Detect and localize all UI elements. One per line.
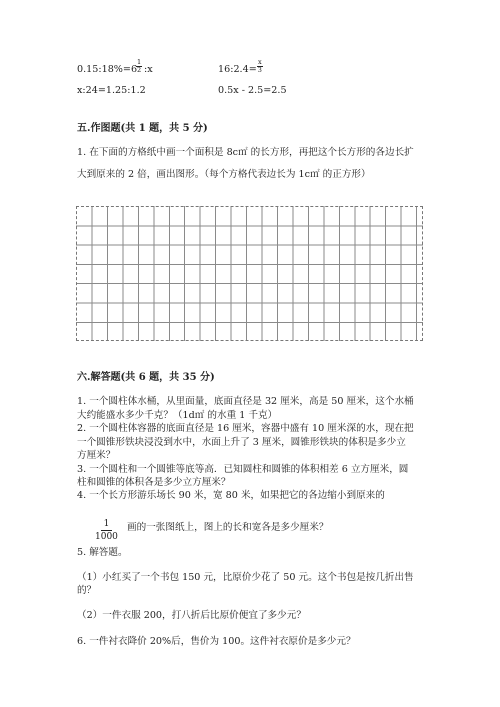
section-6-q1-line1: 1. 一个圆柱体水桶，从里面量，底面直径是 32 厘米，高是 50 厘米，这个水桶 [77,396,414,407]
section-6-q4-fraction-numerator: 1 [101,518,113,531]
section-6-q4-fraction [95,518,118,543]
section-6-q4-fraction-denominator: 1000 [95,532,118,542]
section-6-q2-line3: 方厘米？ [77,450,116,461]
equation-2-fraction-denominator: 3 [257,66,262,74]
equation-4: 0.5x - 2.5=2.5 [218,85,287,96]
section-6-q1-line2: 大约能盛水多少千克？（1d㎡ 的水重 1 千克） [77,410,278,421]
section-6-q4-line2: 画的一张图纸上，图上的长和宽各是多少厘米？ [127,522,329,533]
section-6-q4-line1: 4. 一个长方形游乐场长 90 米，宽 80 米，如果把它的各边缩小到原来的 [77,490,385,501]
section-6-q3-line2: 柱和圆锥的体积各是多少立方厘米？ [77,477,231,488]
section-5-heading: 五.作图题(共 1 题，共 5 分) [77,123,208,134]
equation-2-left: 16:2.4= [218,64,257,75]
equation-1-fraction-denominator: 2 [137,66,142,74]
drawing-grid[interactable] [76,206,423,341]
section-6-heading: 六.解答题(共 6 题，共 35 分) [77,372,215,383]
section-6-q5-1-line1: （1）小红买了一个书包 150 元，比原价少花了 50 元。这个书包是按几折出售 [77,572,414,583]
equation-1-right: :x [144,64,153,75]
section-6-q5-2: （2）一件衣服 200，打八折后比原价便宜了多少元？ [77,610,306,621]
section-6-q2-line1: 2. 一个圆柱体容器的底面直径是 16 厘米，容器中盛有 10 厘米深的水，现在把 [77,423,414,434]
equation-3: x:24=1.25:1.2 [77,85,146,96]
equation-2-fraction [257,59,263,74]
section-6-q2-line2: 一个圆锥形铁块浸没到水中，水面上升了 3 厘米，圆锥形铁块的体积是多少立 [77,437,406,448]
section-6-q5-1-line2: 的？ [77,585,97,596]
section-5-q1-line2: 大到原来的 2 倍，画出图形。（每个方格代表边长为 1c㎡ 的正方形） [77,169,371,180]
section-5-q1-line1: 1. 在下面的方格纸中画一个面积是 8c㎡ 的长方形，再把这个长方形的各边长扩 [77,147,414,158]
section-6-q3-line1: 3. 一个圆柱和一个圆锥等底等高．已知圆柱和圆锥的体积相差 6 立方厘米，圆 [77,464,409,475]
equation-1-fraction [136,59,142,74]
section-6-q6: 6. 一件衬衣降价 20%后，售价为 100。这件衬衣原价是多少元？ [77,636,356,647]
equation-1-fraction-numerator: 1 [137,58,142,66]
equation-2-fraction-numerator: x [258,58,262,66]
section-6-q5-title: 5. 解答题。 [77,547,128,558]
equation-1-left: 0.15:18%=6 [77,64,138,75]
